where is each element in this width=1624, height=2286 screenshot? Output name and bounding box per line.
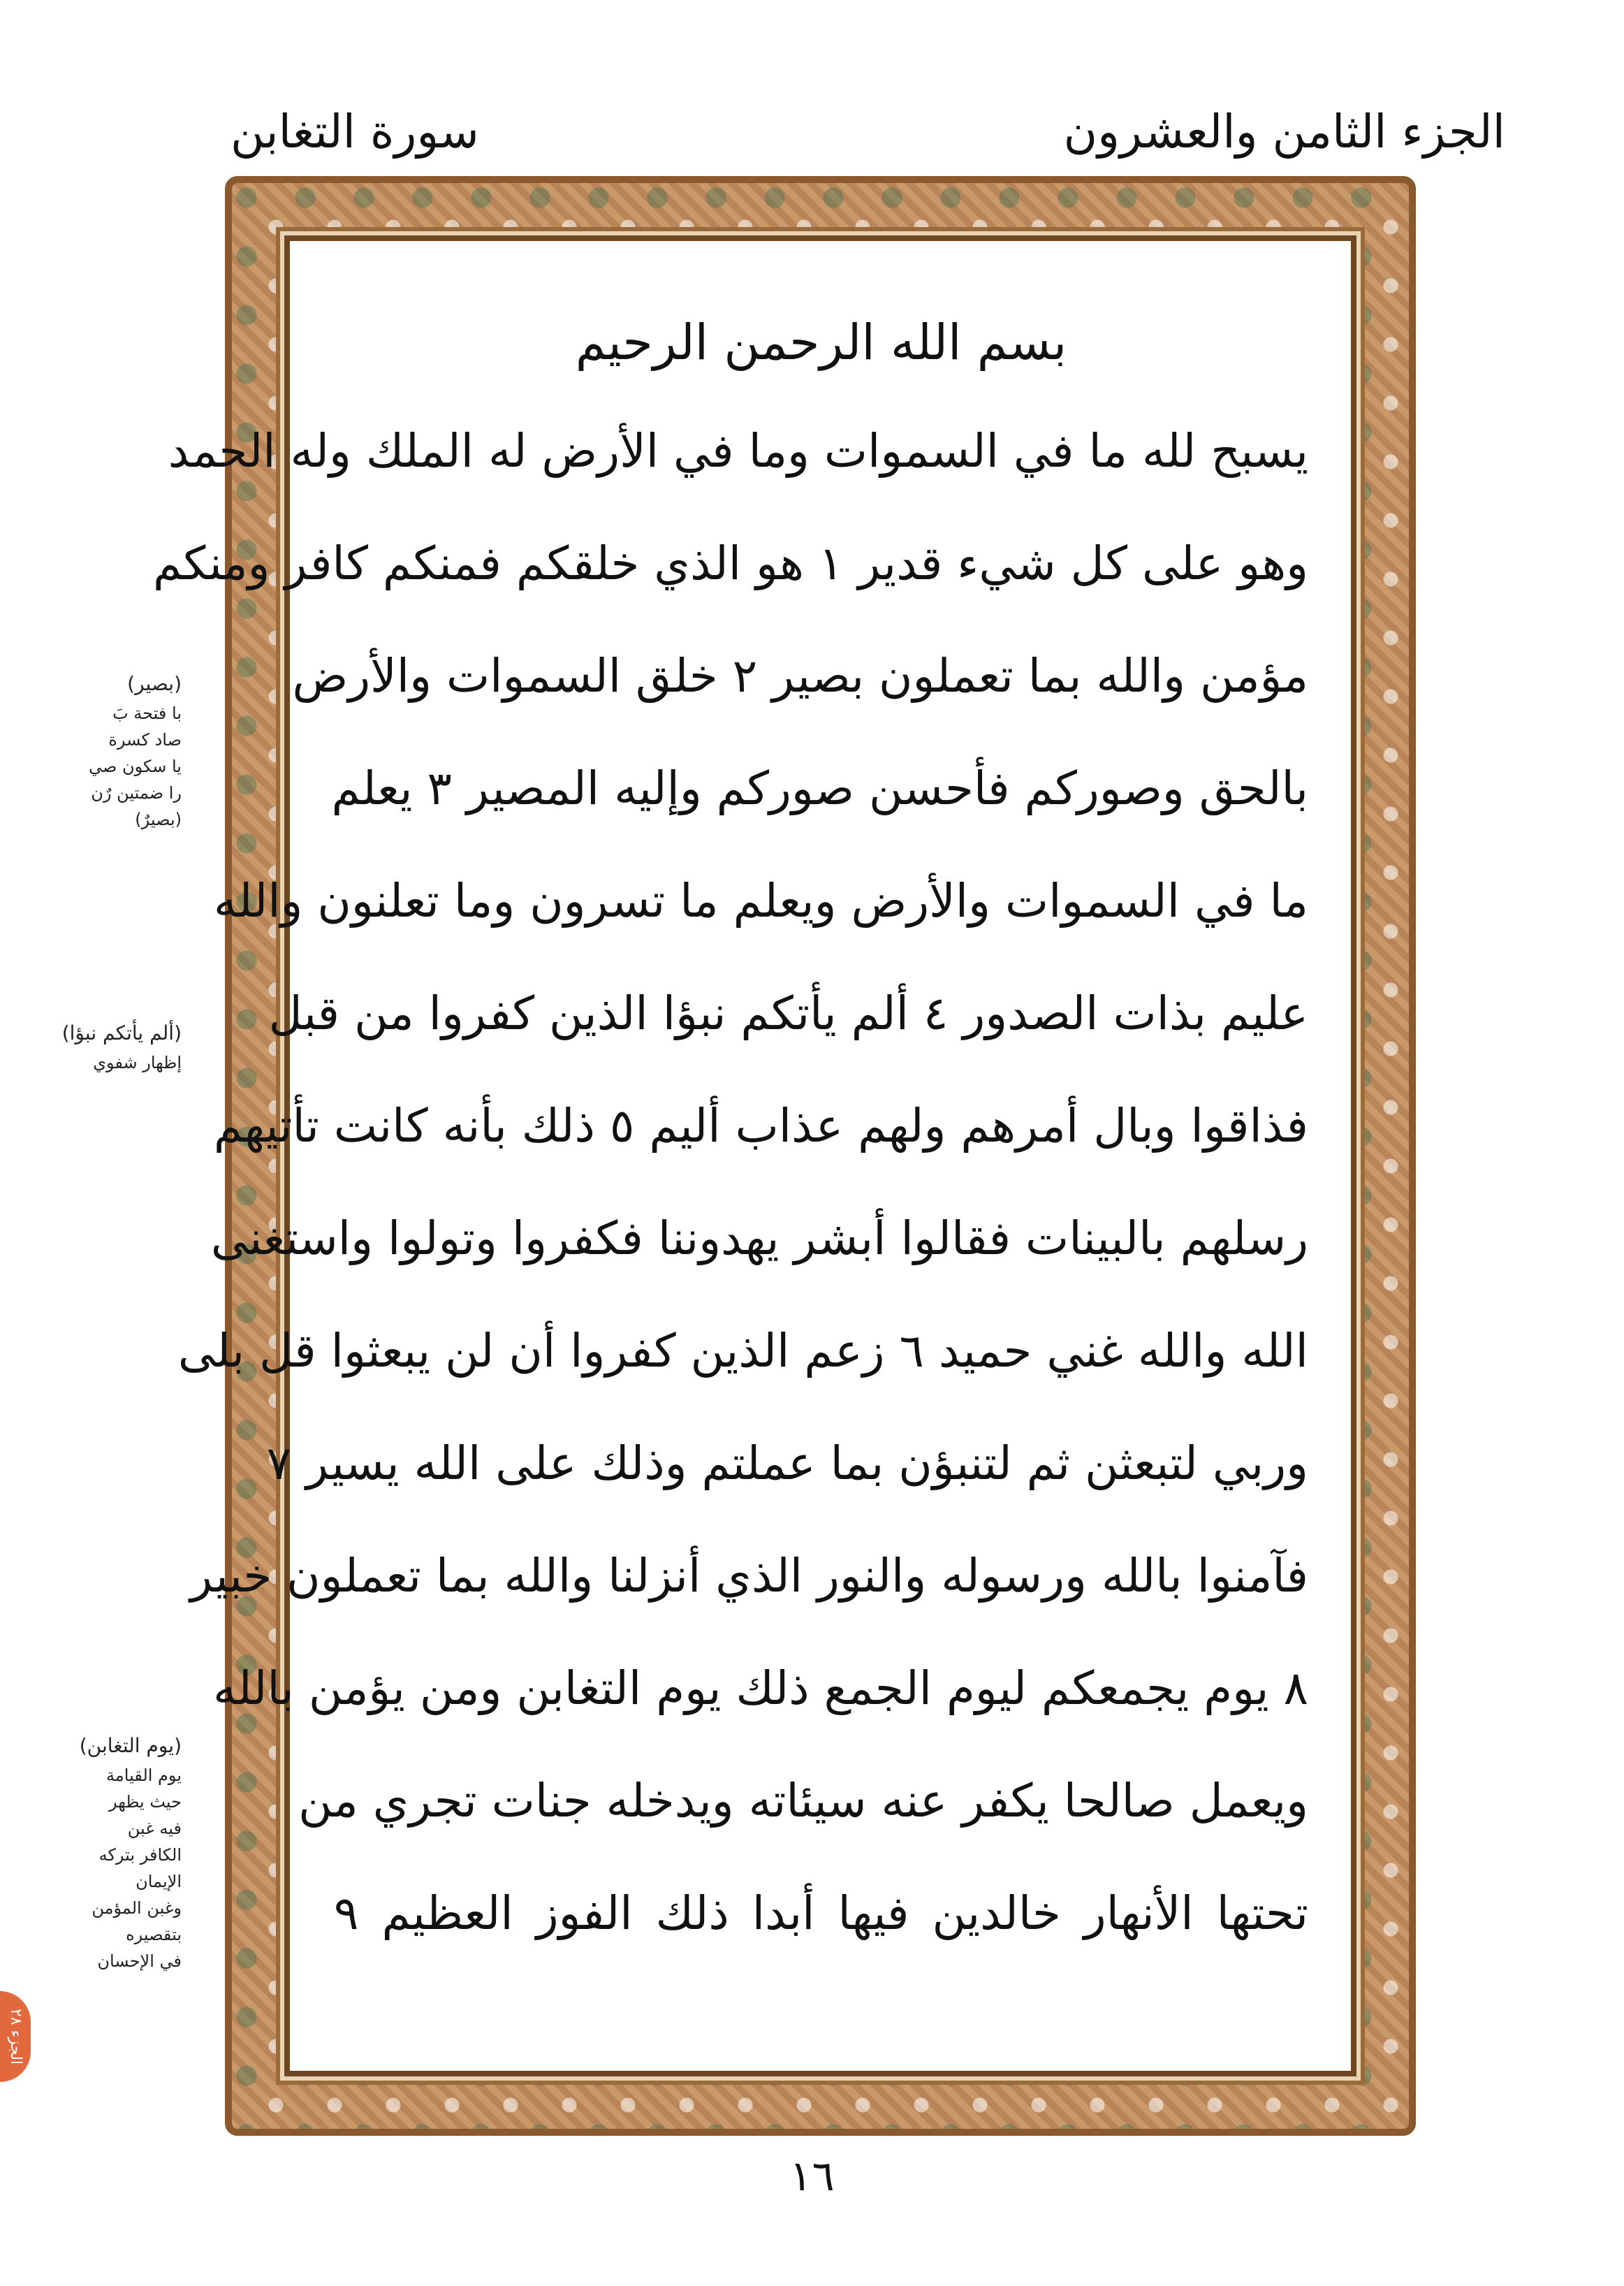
page-number: ١٦ [789,2152,835,2201]
margin-note-line: فيه غبن [127,1819,182,1838]
margin-note-line: يا سكون صي [88,757,182,776]
verse-line: تحتها الأنهار خالدين فيها أبدا ذلك الفوز العظيم ٩ [334,1886,1308,1940]
verse-line: ويعمل صالحا يكفر عنه سيئاته ويدخله جنات تجري من [298,1774,1308,1828]
verse-line: وربي لتبعثن ثم لتنبؤن بما عملتم وذلك على الله يسير ٧ [266,1436,1308,1490]
margin-note-line: با فتحة بَ [112,704,182,723]
verse-line: عليم بذات الصدور ٤ ألم يأتكم نبؤا الذين كفروا من قبل [268,987,1308,1040]
margin-note-heading: (يوم التغابن) [79,1734,182,1757]
verse-line: الله والله غني حميد ٦ زعم الذين كفروا أن لن يبعثوا قل بلى [177,1324,1308,1378]
margin-note-izhar [28,1020,182,1076]
margin-note-line: في الإحسان [97,1951,182,1971]
verse-line: رسلهم بالبينات فقالوا أبشر يهدوننا فكفروا وتولوا واستغنى [210,1211,1308,1265]
juz-side-tab[interactable]: الجزء ٢٨ [0,1991,31,2082]
margin-note-line: وغبن المؤمن [92,1898,182,1918]
basmala: بسم الله الرحمن الرحيم [575,314,1067,371]
margin-note-heading: (ألم يأتكم نبؤا) [61,1021,182,1044]
verse-line: مؤمن والله بما تعملون بصير ٢ خلق السموات والأرض [292,649,1308,703]
margin-note-line: الإيمان [136,1872,182,1891]
margin-note-line: (بصيرٌ) [135,810,182,829]
verse-line: يسبح لله ما في السموات وما في الأرض له الملك وله الحمد [168,424,1308,478]
juz-title: الجزء الثامن والعشرون [1063,105,1505,159]
margin-note-baseer [28,671,182,833]
margin-note-line: بتقصيره [126,1925,182,1944]
margin-note-line: الكافر بتركه [98,1845,182,1865]
verse-line: فذاقوا وبال أمرهم ولهم عذاب أليم ٥ ذلك بأنه كانت تأتيهم [213,1099,1308,1153]
margin-note-taghabun [28,1733,182,1974]
verse-line: وهو على كل شيء قدير ١ هو الذي خلقكم فمنكم كافر ومنكم [152,537,1308,590]
margin-note-line: حيث يظهر [109,1792,182,1812]
margin-note-line: را ضمتين رٌن [91,783,182,803]
margin-note-line: صاد كسرة [108,730,182,750]
margin-note-line: إظهار شفوي [93,1053,182,1072]
verse-line: بالحق وصوركم فأحسن صوركم وإليه المصير ٣ يعلم [331,762,1308,815]
surah-title: سورة التغابن [231,105,479,159]
verse-line: فآمنوا بالله ورسوله والنور الذي أنزلنا والله بما تعملون خبير [190,1549,1308,1603]
verse-line: ما في السموات والأرض ويعلم ما تسرون وما تعلنون والله [213,874,1308,928]
margin-note-line: يوم القيامة [106,1766,182,1785]
margin-note-heading: (بصير) [127,672,182,695]
verse-line: ٨ يوم يجمعكم ليوم الجمع ذلك يوم التغابن ومن يؤمن بالله [213,1661,1308,1715]
